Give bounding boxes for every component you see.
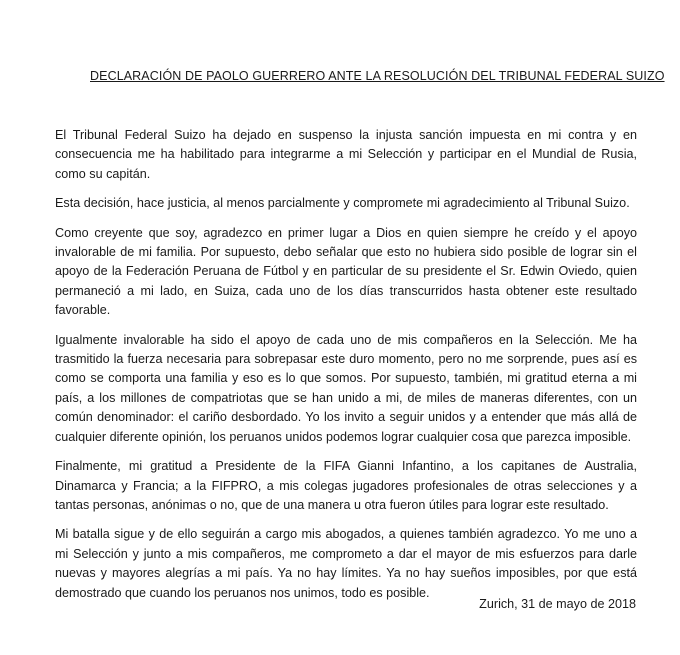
document-body: [55, 126, 637, 613]
place-date-signoff: Zurich, 31 de mayo de 2018: [479, 597, 636, 611]
paragraph-sanction: El Tribunal Federal Suizo ha dejado en suspenso la injusta sanción impuesta en mi contra y en consecuencia me ha habilitado para integrarme a mi Selección y participar en el Mundial de Rusia, como su capitán.: [55, 128, 637, 181]
paragraph-gratitude-family: Como creyente que soy, agradezco en primer lugar a Dios en quien siempre he creído y el apoyo invalorable de mi familia. Por supuesto, debo señalar que esto no hubiera sido posible de lograr sin el apoyo de la Federación Peruana de Fútbol y en particular de su presidente el Sr. Edwin Oviedo, quien permaneció a mi lado, en Suiza, cada uno de los días transcurridos hasta obtener este resultado favorable.: [55, 225, 637, 318]
paragraph-decision: Esta decisión, hace justicia, al menos parcialmente y compromete mi agradecimiento al Tribunal Suizo.: [55, 196, 630, 211]
paragraph-teammates: Igualmente invalorable ha sido el apoyo de cada uno de mis compañeros en la Selección. Me ha trasmitido la fuerza necesaria para sobrepasar este duro momento, pero no me sorprende, pues así es como se comporta una familia y eso es lo que somos. Por supuesto, también, mi gratitud eterna a mi país, a los millones de compatriotas que se han unido a mi, de miles de maneras diferentes, con un común denominador: el cariño desbordado. Yo los invito a seguir unidos y a entender que más allá de cualquier diferente opinión, los peruanos unidos podemos lograr cualquier cosa que parezca imposible.: [55, 332, 637, 444]
paragraph-fifa: Finalmente, mi gratitud a Presidente de la FIFA Gianni Infantino, a los capitanes de Australia, Dinamarca y Francia; a la FIFPRO, a mis colegas jugadores profesionales de otras selecciones y a tantas personas, anónimas o no, que de una manera u otra fueron útiles para lograr este resultado.: [55, 459, 637, 512]
paragraph-battle: Mi batalla sigue y de ello seguirán a cargo mis abogados, a quienes también agradezco. Yo me uno a mi Selección y junto a mis compañeros, me comprometo a dar el mayor de mis esfuerzos para darle nuevas y mayores alegrías a mi país. Ya no hay límites. Ya no hay sueños imposibles, por que está demostrado que cuando los peruanos nos unimos, todo es posible.: [55, 527, 637, 600]
document-title: DECLARACIÓN DE PAOLO GUERRERO ANTE LA RESOLUCIÓN DEL TRIBUNAL FEDERAL SUIZO: [90, 69, 665, 83]
